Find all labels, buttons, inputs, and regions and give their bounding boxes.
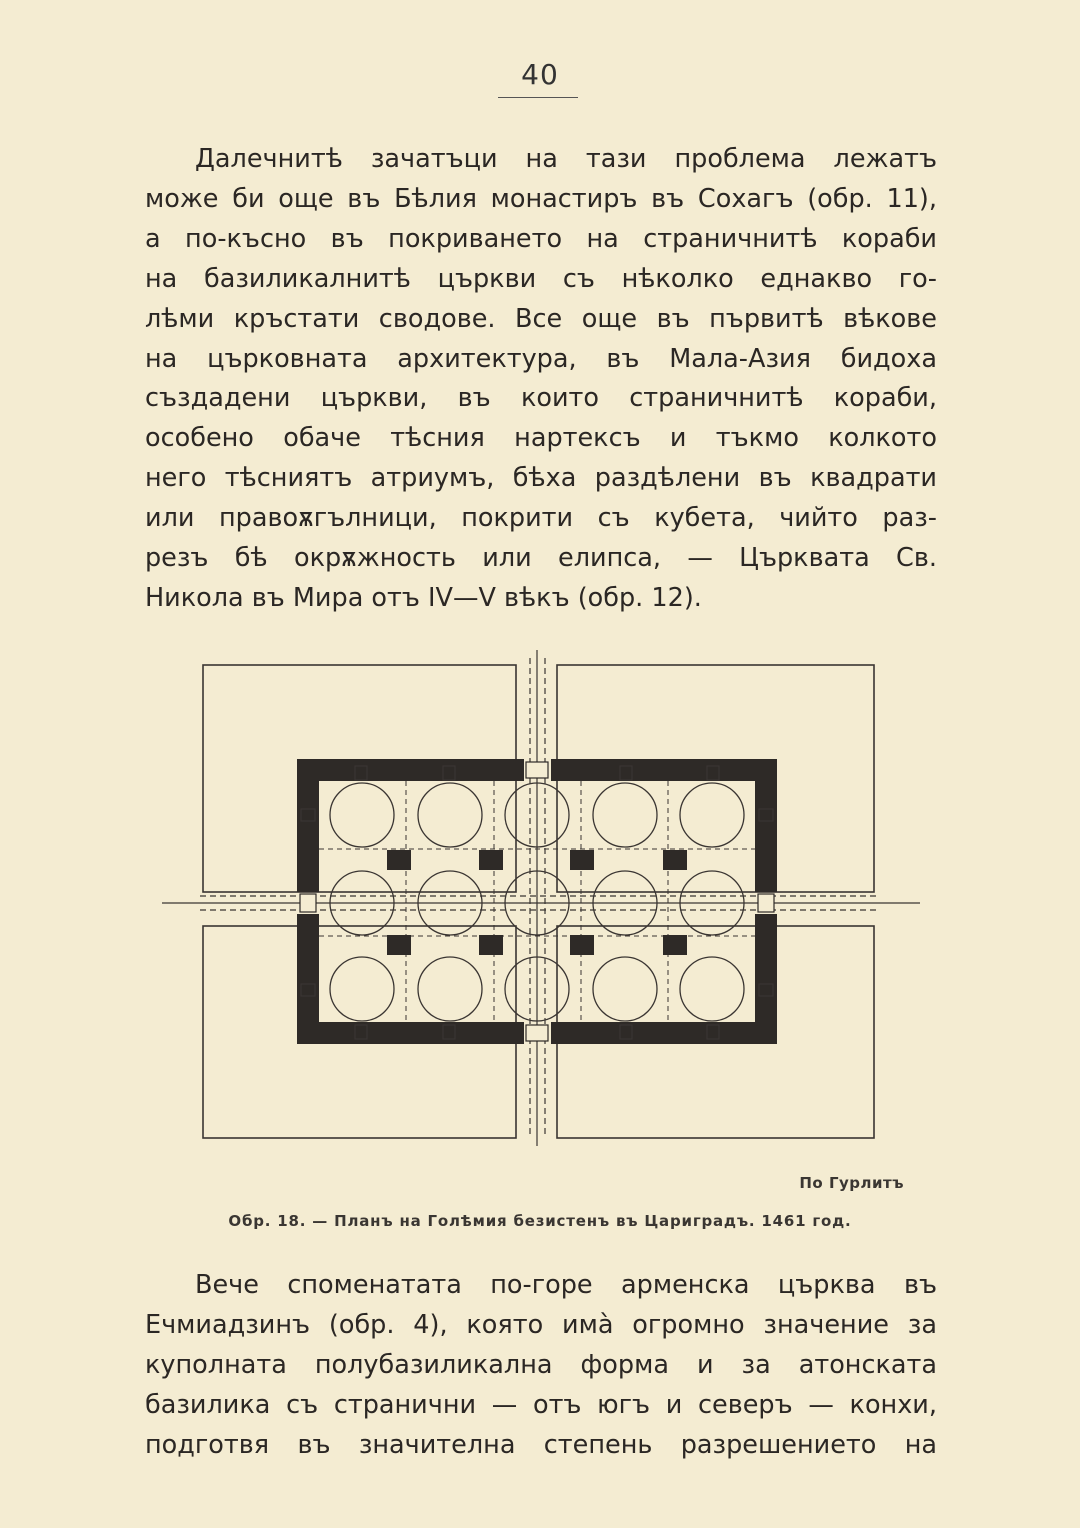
pier	[479, 850, 503, 870]
dome	[418, 957, 482, 1021]
text-line: подготвя въ значителна степень разрешението на	[145, 1429, 937, 1460]
wall-west-upper	[297, 759, 319, 892]
pier	[570, 935, 594, 955]
text-line: на базиликалнитѣ църкви съ нѣколко еднакво го-	[145, 263, 937, 294]
wall-east-lower	[755, 914, 777, 1044]
pier	[387, 850, 411, 870]
figure-caption: Обр. 18. — Планъ на Голѣмия безистенъ въ Цариградъ. 1461 год.	[228, 1212, 852, 1230]
dome	[680, 783, 744, 847]
text-line: лѣми кръстати сводове. Все още въ първитѣ вѣкове	[145, 303, 937, 334]
text-line: Далечнитѣ зачатъци на тази проблема лежатъ	[195, 144, 937, 174]
text-line: Ечмиадзинъ (обр. 4), която имà огромно значение за	[145, 1309, 937, 1340]
axis-lines	[162, 650, 920, 1146]
door-west	[300, 894, 316, 912]
text-line: резъ бѣ окрѫжность или елипса, — Църквата Св.	[145, 543, 937, 574]
dome	[593, 783, 657, 847]
figure-credit: По Гурлитъ	[799, 1174, 904, 1192]
paragraph-1	[145, 140, 937, 619]
pier	[663, 935, 687, 955]
wall-east-upper	[755, 759, 777, 892]
door-south	[526, 1025, 548, 1041]
paragraph-2	[145, 1266, 937, 1466]
text-line: Никола въ Мира отъ IV—V вѣкъ (обр. 12).	[145, 582, 702, 613]
page-number: 40	[521, 58, 559, 91]
text-line: куполната полубазиликална форма и за атонската	[145, 1349, 937, 1380]
floor-plan-figure	[160, 648, 922, 1148]
dome	[330, 783, 394, 847]
text-line: особено обаче тѣсния нартексъ и тъкмо колкото	[145, 423, 937, 454]
text-line: него тѣсниятъ атриумъ, бѣха раздѣлени въ квадрати	[145, 463, 937, 494]
pier	[570, 850, 594, 870]
text-line: на църковната архитектура, въ Мала-Азия бидоха	[145, 343, 937, 374]
text-line: или правоѫгълници, покрити съ кубета, чийто раз-	[145, 503, 937, 534]
wall-south-east	[551, 1022, 777, 1044]
page-number-rule	[498, 97, 578, 98]
dome	[330, 957, 394, 1021]
text-line: Вече споменатата по-горе арменска църква въ	[195, 1270, 937, 1300]
door-north	[526, 762, 548, 778]
floor-plan-drawing	[160, 648, 922, 1148]
text-line: базилика съ странични — отъ югъ и северъ — конхи,	[145, 1389, 937, 1420]
pier	[387, 935, 411, 955]
door-east	[758, 894, 774, 912]
text-line: може би още въ Бѣлия монастиръ въ Сохагъ (обр. 11),	[145, 183, 937, 214]
pier	[479, 935, 503, 955]
wall-north-west	[297, 759, 524, 781]
wall-west-lower	[297, 914, 319, 1044]
dome	[680, 957, 744, 1021]
dome	[593, 957, 657, 1021]
text-line: създадени църкви, въ които страничнитѣ кораби,	[145, 383, 937, 414]
pier	[663, 850, 687, 870]
dome	[418, 783, 482, 847]
wall-north-east	[551, 759, 777, 781]
text-line: а по-късно въ покриването на страничнитѣ кораби	[145, 223, 937, 254]
wall-south-west	[297, 1022, 524, 1044]
